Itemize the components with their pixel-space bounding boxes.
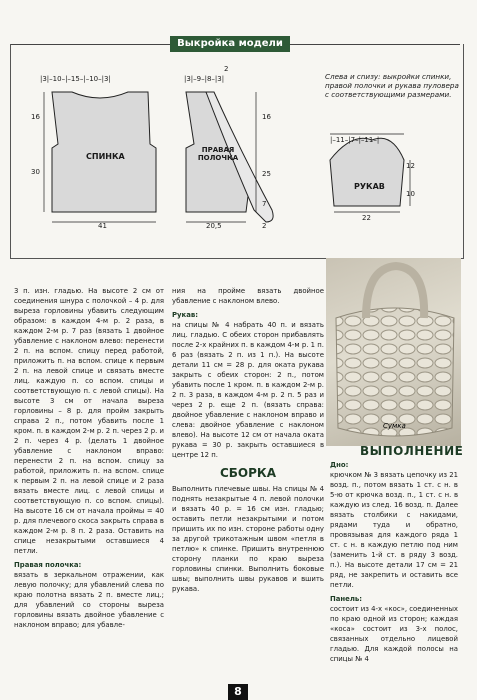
knit-texture xyxy=(326,258,461,446)
paragraph: Выполнить плечевые швы. На спицы № 4 поднять незакрытые 4 п. левой полочки и вязать 40 р. = 16 см изн. гладью; оставить петли незакрытыми и потом пришить их по изн. стороне работы одну за другой трикотажным швом «петля в петлю» к спинке. Пришить внутреннюю сторону планки по краю выреза горловины спинки. Выполнить боковые швы; выполнить швы рукавов и вшить рукава. xyxy=(172,485,324,593)
subheading-bottom: Дно: xyxy=(330,461,349,469)
front-dim-2: 2 xyxy=(224,65,229,73)
back-label: СПИНКА xyxy=(86,152,125,161)
paragraph: на спицы № 4 набрать 40 п. и вязать лиц. гладью. С обеих сторон прибавлять после 2-х крайних п. в каждом 4-м р. 1 п. 6 раз (вязать 2 п. из 1 п.). На высоте детали 11 см = 28 р. для оката рукава закрыть с обеих сторон: 2 п., потом убавить после 1 кром. п. в каждом 2-м р. 2 п. 3 раза, в каждом 4-м р. 2 п. 5 раз и через 2 р. еще 2 п. (вязать справа: двойное убавление с наклоном вправо и слева: двойное убавление с наклоном влево). На высоте 12 см от начала оката рукава = 30 р. закрыть оставшиеся в центре 12 п. xyxy=(172,321,324,459)
front-top-dims: |3|–9–|8–|3| xyxy=(184,75,225,83)
pattern-diagrams xyxy=(0,0,477,260)
sleeve-dim-12: 12 xyxy=(406,162,415,170)
page-number: 8 xyxy=(228,684,248,700)
text-column-3 xyxy=(330,460,458,664)
front-label: ПРАВАЯ ПОЛОЧКА xyxy=(197,146,239,162)
subheading-panel: Панель: xyxy=(330,595,363,603)
front-dim-205: 20,5 xyxy=(206,222,222,230)
sleeve-pattern-shape xyxy=(330,138,404,206)
text-column-2 xyxy=(172,286,324,594)
sleeve-label: РУКАВ xyxy=(354,182,385,191)
section-execution: ВЫПОЛНЕНИЕ xyxy=(360,444,464,458)
bag-photo xyxy=(326,258,461,446)
front-dim-7: 7 xyxy=(262,200,267,208)
section-assembly: СБОРКА xyxy=(219,466,277,480)
paragraph: крючком № 3 вязать цепочку из 21 возд. п., потом вязать 1 ст. с н. в 5-ю от крючка возд. п., 1 ст. с н. в каждую из след. 16 возд. п. Далее вязать столбики с накидами, рядами туда и обратно, провязывая для каждого ряда 1 ст. с н. в каждую петлю под ним (заменить 1-й ст. в ряду 3 возд. п.). На высоте детали 17 см = 21 ряд, не закрепить и оставить все петли. xyxy=(330,471,458,589)
back-dim-41: 41 xyxy=(98,222,107,230)
front-dim-2b: 2 xyxy=(262,222,267,230)
subheading-sleeve: Рукав: xyxy=(172,311,198,319)
photo-caption: Сумка xyxy=(383,422,406,430)
pattern-legend: Слева и сnизу: выкройки спинки, правой полочки и рукава пуловера с соответствующими размерами. xyxy=(325,72,459,99)
paragraph: вязать в зеркальном отражении, как левую полочку; для убавлений слева по краю полотна вязать 2 п. вместе лиц.; для убавлений со стороны выреза горловины вязать двойное убавление с наклоном вправо; для убавле- xyxy=(14,571,164,629)
sleeve-top-dims: |–11–|7–|–11–| xyxy=(330,136,380,144)
sleeve-dim-22: 22 xyxy=(362,214,371,222)
back-top-dims: |3|–10–|–15–|–10–|3| xyxy=(40,75,111,83)
sleeve-dim-10: 10 xyxy=(406,190,415,198)
front-dim-16: 16 xyxy=(262,113,271,121)
paragraph: 3 п. изн. гладью. На высоте 2 см от соединения шнура с полочкой – 4 р. для выреза горловины убавить следующим образом: в каждом 4-м р. 2 раза, в каждом 2-м р. 7 раз (вязать 1 двойное убавление с наклоном влево: перенести 2 п. на вспом. спицу перед работой, приложить п. на вспом. спице к первым 2 п. на левой спице и связать вместе лиц. каждую п. со вспом. спицы и соответствующую п. с левой спицы). На высоте 3 см от начала выреза горловины – 8 р. для пройм закрыть справа 2 п., потом убавить после 1 кром. п. в каждом 2-м р. 2 п. через 2 р. и 2 п. через 4 р. (делать 1 двойное убавление с наклоном вправо: перенести 2 п. на вспом. спицу за работой, приложить п. на вспом. спице к первым 2 п. на левой спице и 2 раза вязать вместе лиц. с левой спицы и соответствующую п. со вспом. спицы). На высоте 16 см от начала проймы = 40 р. для плечевого скоса закрыть справа в каждом 2-м р. 8 п. 2 раза. Оставить на спице незакрытыми оставшиеся 4 петли. xyxy=(14,287,164,555)
section-title: Выкройка модели xyxy=(170,36,290,52)
front-dim-25: 25 xyxy=(262,170,271,178)
subheading-right-front: Правая полочка: xyxy=(14,561,82,569)
back-dim-16: 16 xyxy=(31,113,40,121)
back-dim-30: 30 xyxy=(31,168,40,176)
paragraph: состоит из 4-х «кос», соединенных по краю одной из сторон; каждая «коса» состоит из 3-х полос, связанных отдельно лицевой гладью. Для каждой полосы на спицы № 4 xyxy=(330,605,458,663)
text-column-1 xyxy=(14,286,164,630)
paragraph: ния на пройме вязать двойное убавление с наклоном влево. xyxy=(172,287,324,305)
